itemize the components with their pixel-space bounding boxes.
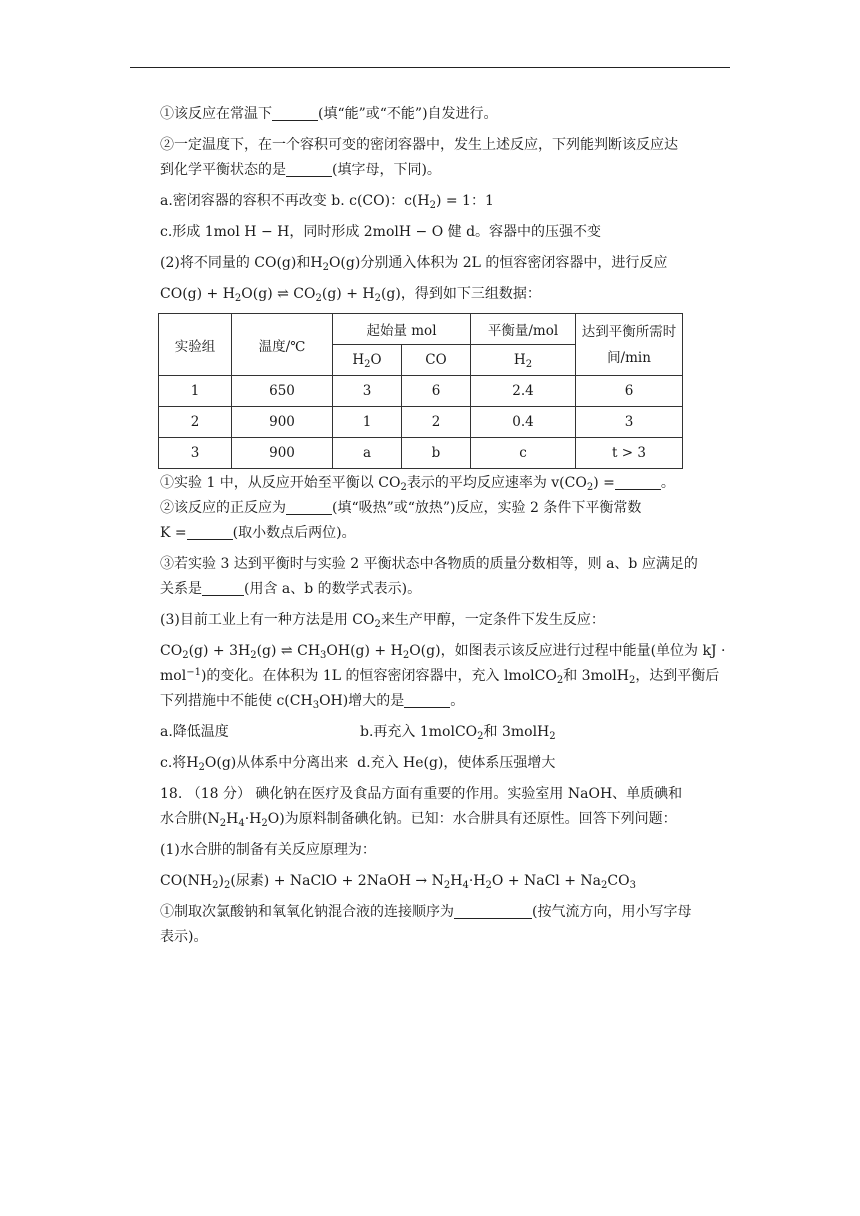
answer-blank[interactable] [454, 901, 532, 919]
answer-blank[interactable] [272, 103, 318, 121]
cell: c [471, 438, 576, 469]
sub-question-3-line1: ③若实验 3 达到平衡时与实验 2 平衡状态中各物质的质量分数相等，则 a、b 应满足的 [160, 556, 698, 572]
sub-question-3-line2: 关系是 (用含 a、b 的数学式表示)。 [160, 577, 732, 602]
answer-blank[interactable] [187, 522, 233, 540]
question-18-line1: 18. （18 分） 碘化钠在医疗及食品方面有重要的作用。实验室用 NaOH、单质碘和 [160, 786, 683, 802]
cell: 6 [576, 376, 683, 407]
question-2-line1: ②一定温度下，在一个容积可变的密闭容器中，发生上述反应，下列能判断该反应达 [160, 137, 678, 153]
part-3-intro: (3)目前工业上有一种方法是用 $CO_2$来生产甲醇，一定条件下发生反应： [160, 612, 605, 630]
question-18-sub1-line1: ①制取次氯酸钠和氧氧化钠混合液的连接顺序为 (按气流方向，用小写字母 [160, 900, 732, 925]
measure-b: b.再充入 1molCO$_2$和 3molH$_2$ [360, 724, 556, 742]
header-rule [130, 67, 730, 68]
answer-blank[interactable] [286, 159, 332, 177]
reaction-18: $CO(NH_2)_2$(尿素) + NaClO + 2NaOH → $N_2H_4\cdot H_2O$ + NaCl + $Na_2CO_3$ [160, 873, 636, 891]
header-group: 实验组 [159, 314, 232, 376]
cell: 900 [232, 438, 333, 469]
measures-row-2 [160, 751, 732, 776]
table-row [159, 438, 683, 469]
sub-question-1: ①实验 1 中，从反应开始至平衡以 $CO_2$表示的平均反应速率为 $v(CO_2)$ = 。 [160, 471, 732, 496]
part-3-line4: 下列措施中不能使 $c(CH_3OH)$增大的是 。 [160, 689, 732, 714]
option-c-d: c.形成 1mol H − H，同时形成 2molH − O 健 d。容器中的压强不变 [160, 224, 602, 240]
header-eq: 平衡量/mol [471, 314, 576, 345]
document-body [160, 102, 732, 950]
sub-question-2-line1: ②该反应的正反应为 (填“吸热”或“放热”)反应，实验 2 条件下平衡常数 [160, 496, 732, 521]
measure-a: a.降低温度 [160, 724, 229, 740]
answer-blank[interactable] [404, 690, 450, 708]
header-h2: $H_2$ [471, 345, 576, 376]
cell: 1 [159, 376, 232, 407]
header-temp: 温度/℃ [232, 314, 333, 376]
answer-blank[interactable] [615, 472, 661, 490]
cell: 3 [333, 376, 402, 407]
question-1: ①该反应在常温下 (填“能”或“不能”)自发进行。 [160, 102, 732, 127]
cell: 1 [333, 407, 402, 438]
answer-blank[interactable] [286, 497, 332, 515]
header-time: 达到平衡所需时间/min [576, 314, 683, 376]
question-2-line2: 到化学平衡状态的是 (填字母，下同)。 [160, 158, 732, 183]
reaction-3: $CO_2(g) + 3H_2(g)$ ⇌ $CH_3OH(g) + H_2O(g)$，如图表示该反应进行过程中能量(单位为 kJ · [160, 643, 726, 661]
measure-c: c.将$H_2O(g)$从体系中分离出来 [160, 755, 349, 773]
header-co: CO [402, 345, 471, 376]
cell: 2 [159, 407, 232, 438]
part-2-intro: (2)将不同量的 CO(g)和$H_2O(g)$分别通入体积为 2L 的恒容密闭容器中，进行反应 [160, 255, 668, 273]
cell: 900 [232, 407, 333, 438]
cell: 3 [159, 438, 232, 469]
part-3-line3: mol$^{-1}$)的变化。在体积为 1L 的恒容密闭容器中，充入 lmolCO$_2$和 3molH$_2$，达到平衡后 [160, 667, 720, 686]
table-row [159, 407, 683, 438]
cell: 3 [576, 407, 683, 438]
question-18-line3: (1)水合肼的制备有关反应原理为： [160, 842, 376, 858]
measures-row-1 [160, 720, 732, 745]
header-h2o: $H_2O$ [333, 345, 402, 376]
header-start: 起始量 mol [333, 314, 471, 345]
data-table [158, 313, 683, 469]
table-row [159, 376, 683, 407]
sub-question-2-line2: K = (取小数点后两位)。 [160, 521, 732, 546]
cell: b [402, 438, 471, 469]
option-a-b: a.密闭容器的容积不再改变 b. c(CO)：$c(H_2) = 1$：1 [160, 193, 494, 211]
reaction-2: $CO(g) + H_2O(g)$ ⇌ $CO_2(g) + H_2(g)$，得到如下三组数据： [160, 286, 541, 304]
cell: 2.4 [471, 376, 576, 407]
cell: 650 [232, 376, 333, 407]
cell: 2 [402, 407, 471, 438]
answer-blank[interactable] [202, 578, 244, 596]
cell: 6 [402, 376, 471, 407]
question-18-sub1-line2: 表示)。 [160, 929, 208, 945]
measure-d: d.充入 He(g)，使体系压强增大 [357, 755, 556, 771]
cell: 0.4 [471, 407, 576, 438]
cell: a [333, 438, 402, 469]
cell: t > 3 [576, 438, 683, 469]
question-18-line2: 水合肼$(N_2H_4\cdot H_2O)$为原料制备碘化钠。已知：水合肼具有还原性。回答下列问题： [160, 811, 677, 829]
